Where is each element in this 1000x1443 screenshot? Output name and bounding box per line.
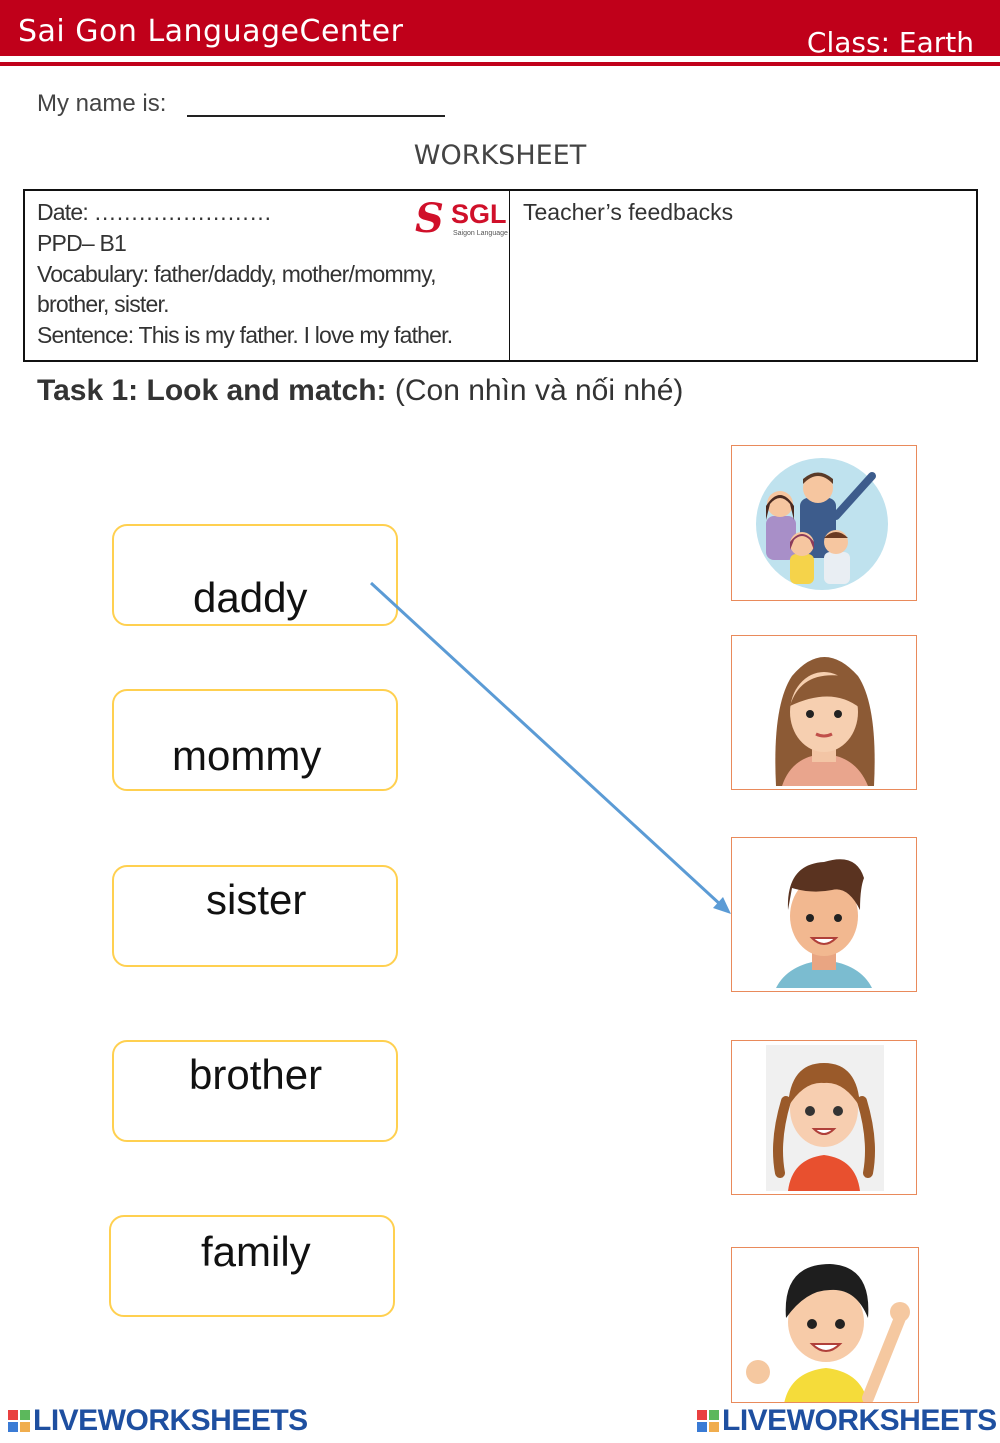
- brother-illustration-icon: [732, 1248, 919, 1403]
- word-brother: brother: [189, 1051, 323, 1098]
- name-prompt: My name is:: [37, 90, 167, 117]
- father-illustration-icon: [732, 838, 917, 992]
- sgl-logo-subtext: Saigon Language: [453, 230, 508, 237]
- date-line: Date: ……………………: [37, 199, 272, 225]
- task-subtitle: (Con nhìn và nối nhé): [394, 374, 684, 407]
- liveworksheets-brand-left: LIVEWORKSHEETS: [33, 1404, 308, 1437]
- name-input-line[interactable]: [187, 115, 445, 117]
- sgl-logo-text: SGL: [451, 199, 507, 229]
- liveworksheets-logo-icon: [697, 1410, 719, 1432]
- word-family: family: [201, 1228, 311, 1275]
- class-label: Class: Earth: [806, 26, 974, 59]
- brother-picture[interactable]: [731, 1247, 919, 1403]
- center-name: Sai Gon LanguageCenter: [18, 14, 404, 49]
- task-title: Task 1: Look and match:: [37, 374, 387, 407]
- lesson-code: PPD– B1: [37, 230, 127, 256]
- word-sister: sister: [206, 876, 307, 923]
- word-mommy: mommy: [172, 732, 322, 779]
- worksheet-title: WORKSHEET: [413, 140, 587, 171]
- header-divider: [0, 62, 1000, 66]
- vocabulary-line-1: Vocabulary: father/daddy, mother/mommy,: [37, 261, 436, 287]
- sgl-logo: [415, 195, 511, 242]
- sister-picture[interactable]: [731, 1040, 917, 1195]
- lesson-info-cell: [25, 191, 510, 360]
- teacher-feedback-label: Teacher’s feedbacks: [523, 199, 734, 225]
- vocabulary-line-2: brother, sister.: [37, 291, 169, 317]
- sister-illustration-icon: [732, 1041, 917, 1195]
- info-table: [23, 189, 978, 362]
- father-picture[interactable]: [731, 837, 917, 992]
- liveworksheets-brand-right: LIVEWORKSHEETS: [722, 1404, 997, 1437]
- mother-illustration-icon: [732, 636, 917, 790]
- family-picture[interactable]: [731, 445, 917, 601]
- sgl-logo-mark-icon: S: [415, 195, 444, 242]
- word-daddy: daddy: [193, 574, 308, 621]
- liveworksheets-logo-icon: [8, 1410, 30, 1432]
- task-heading: [37, 374, 683, 408]
- family-illustration-icon: [732, 446, 917, 601]
- sentence-line: Sentence: This is my father. I love my father.: [37, 322, 453, 348]
- mother-picture[interactable]: [731, 635, 917, 790]
